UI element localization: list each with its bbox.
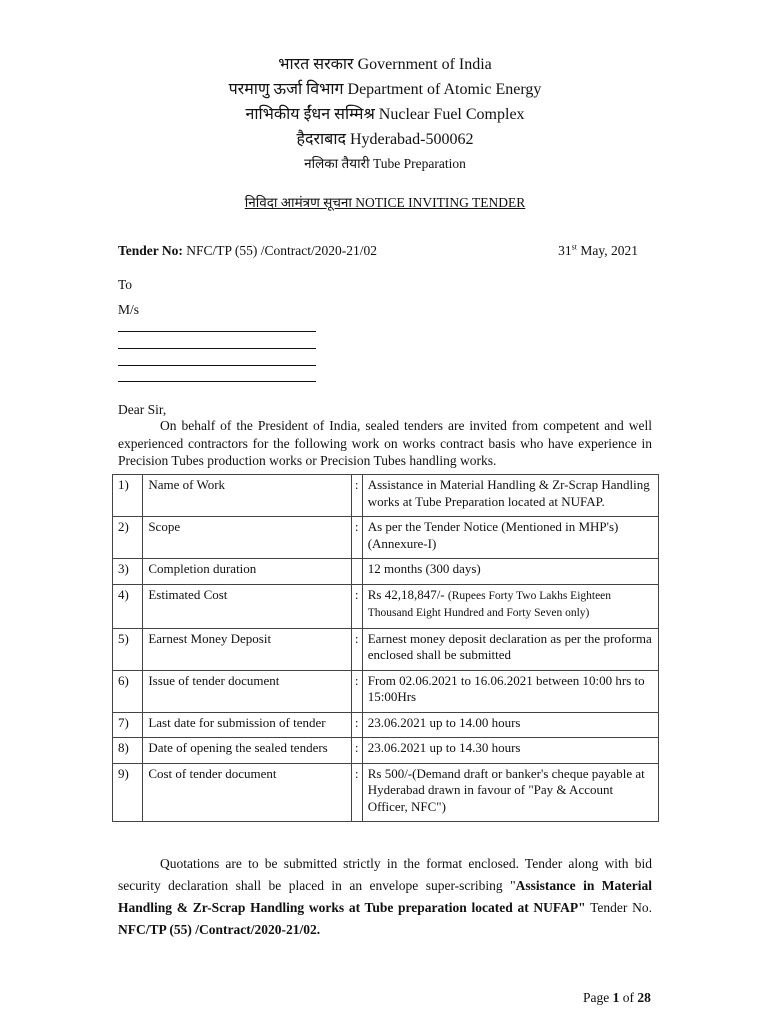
address-blank-line bbox=[118, 365, 316, 366]
of-word: of bbox=[619, 990, 638, 1005]
address-blank-line bbox=[118, 381, 316, 382]
estimated-cost-words: (Rupees Forty Two Lakhs Eighteen Thousand Eight Hundred and Forty Seven only) bbox=[367, 589, 612, 619]
row-colon: : bbox=[351, 670, 362, 712]
row-number: 1) bbox=[113, 475, 143, 517]
row-number: 2) bbox=[113, 517, 143, 559]
closing-text: Quotations are to be submitted strictly in the format enclosed. Tender along with bid security declaration shall be placed in an envelope super-scribing " bbox=[118, 856, 652, 893]
page-number bbox=[583, 990, 651, 1006]
row-number: 5) bbox=[113, 628, 143, 670]
row-number: 3) bbox=[113, 559, 143, 585]
row-value: From 02.06.2021 to 16.06.2021 between 10:00 hrs to 15:00Hrs bbox=[362, 670, 658, 712]
header-section: नलिका तैयारी Tube Preparation bbox=[304, 156, 466, 171]
salutation: Dear Sir, bbox=[118, 402, 167, 417]
row-colon: : bbox=[351, 475, 362, 517]
total-pages: 28 bbox=[637, 990, 651, 1005]
row-label: Issue of tender document bbox=[143, 670, 351, 712]
row-label: Completion duration bbox=[143, 559, 351, 585]
table-row bbox=[113, 584, 659, 628]
row-value: Rs 500/-(Demand draft or banker's cheque payable at Hyderabad drawn in favour of "Pay & Account Officer, NFC") bbox=[362, 763, 658, 822]
header-organization: नाभिकीय ईंधन सम्मिश्र Nuclear Fuel Complex bbox=[245, 106, 525, 123]
header-government: भारत सरकार Government of India bbox=[278, 56, 492, 73]
table-row bbox=[113, 738, 659, 764]
table-row bbox=[113, 475, 659, 517]
row-colon: : bbox=[351, 763, 362, 822]
address-blank-line bbox=[118, 331, 316, 332]
closing-work-name: Assistance in Material Handling & Zr-Scrap Handling works at Tube preparation located at NUFAP" bbox=[118, 878, 652, 915]
row-colon bbox=[351, 559, 362, 585]
row-label: Last date for submission of tender bbox=[143, 712, 351, 738]
notice-title: निविदा आमंत्रण सूचना NOTICE INVITING TENDER bbox=[244, 195, 526, 210]
row-value: As per the Tender Notice (Mentioned in MHP's) (Annexure-I) bbox=[362, 517, 658, 559]
closing-tender-prefix: Tender No. bbox=[585, 900, 652, 915]
header-city: हैदराबाद Hyderabad-500062 bbox=[296, 131, 474, 148]
current-page: 1 bbox=[612, 990, 620, 1005]
tender-number-label: Tender No: bbox=[118, 243, 183, 258]
row-colon: : bbox=[351, 738, 362, 764]
row-number: 8) bbox=[113, 738, 143, 764]
row-label: Scope bbox=[143, 517, 351, 559]
address-blank-line bbox=[118, 348, 316, 349]
date-month-year: May, 2021 bbox=[577, 243, 638, 258]
letterhead bbox=[0, 52, 770, 211]
row-number: 7) bbox=[113, 712, 143, 738]
row-colon: : bbox=[351, 628, 362, 670]
closing-paragraph bbox=[118, 853, 652, 941]
row-number: 4) bbox=[113, 584, 143, 628]
row-colon: : bbox=[351, 584, 362, 628]
row-label: Date of opening the sealed tenders bbox=[143, 738, 351, 764]
row-number: 9) bbox=[113, 763, 143, 822]
row-number: 6) bbox=[113, 670, 143, 712]
row-value: Earnest money deposit declaration as per the proforma enclosed shall be submitted bbox=[362, 628, 658, 670]
row-value: Assistance in Material Handling & Zr-Scrap Handling works at Tube Preparation located at NUFAP. bbox=[362, 475, 658, 517]
row-value: 12 months (300 days) bbox=[362, 559, 658, 585]
table-row bbox=[113, 763, 659, 822]
address-ms: M/s bbox=[118, 302, 140, 317]
row-label: Cost of tender document bbox=[143, 763, 351, 822]
row-label: Name of Work bbox=[143, 475, 351, 517]
date-day: 31 bbox=[558, 243, 572, 258]
row-colon: : bbox=[351, 517, 362, 559]
table-row bbox=[113, 670, 659, 712]
table-row bbox=[113, 712, 659, 738]
row-colon: : bbox=[351, 712, 362, 738]
row-label: Earnest Money Deposit bbox=[143, 628, 351, 670]
table-row bbox=[113, 628, 659, 670]
closing-tender-number: NFC/TP (55) /Contract/2020-21/02. bbox=[118, 922, 321, 937]
table-row bbox=[113, 559, 659, 585]
table-row bbox=[113, 517, 659, 559]
address-to: To bbox=[118, 277, 133, 292]
row-label: Estimated Cost bbox=[143, 584, 351, 628]
intro-paragraph: On behalf of the President of India, sealed tenders are invited from competent and well experienced contractors for the following work on works contract basis who have experience in Precision Tubes production works or Precision Tubes handling works. bbox=[118, 418, 652, 468]
row-value: 23.06.2021 up to 14.00 hours bbox=[362, 712, 658, 738]
page-word: Page bbox=[583, 990, 613, 1005]
row-value bbox=[362, 584, 658, 628]
date-suffix: st bbox=[571, 242, 577, 252]
tender-date bbox=[558, 243, 638, 259]
header-department: परमाणु ऊर्जा विभाग Department of Atomic Energy bbox=[228, 81, 542, 98]
tender-details-table bbox=[112, 474, 659, 822]
tender-number: NFC/TP (55) /Contract/2020-21/02 bbox=[182, 243, 378, 258]
tender-reference bbox=[118, 243, 638, 259]
row-value: 23.06.2021 up to 14.30 hours bbox=[362, 738, 658, 764]
estimated-cost-amount: Rs 42,18,847/- bbox=[367, 586, 448, 602]
